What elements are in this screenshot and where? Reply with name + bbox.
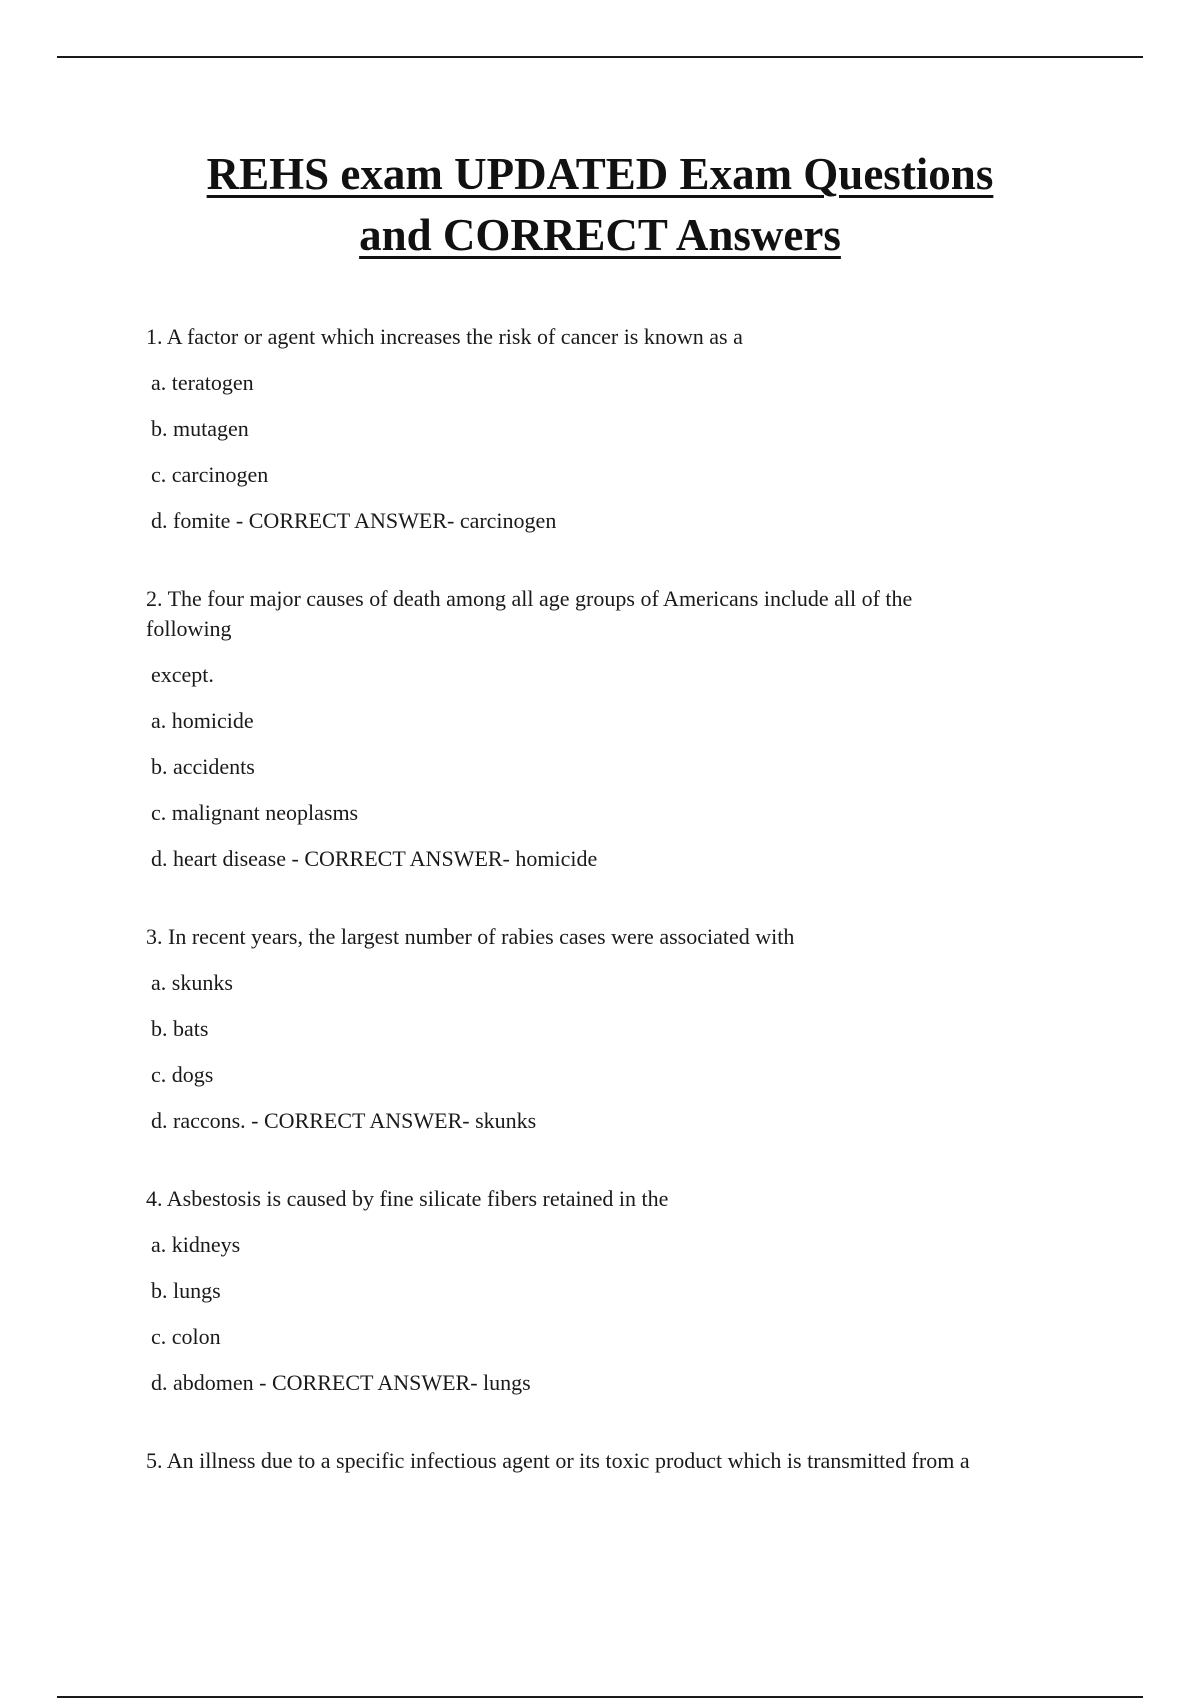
option-c: c. carcinogen	[151, 462, 269, 487]
question-stem: 5. An illness due to a specific infectious agent or its toxic product which is transmitted from a	[146, 1448, 970, 1473]
question-stem: 1. A factor or agent which increases the risk of cancer is known as a	[146, 324, 743, 349]
option-c: c. dogs	[151, 1062, 214, 1087]
option-c: c. malignant neoplasms	[151, 800, 359, 825]
question-stem-continuation: except.	[151, 662, 214, 687]
option-a: a. teratogen	[151, 370, 254, 395]
option-a: a. skunks	[151, 970, 233, 995]
question-stem: 2. The four major causes of death among all age groups of Americans include all of the following	[146, 586, 913, 641]
option-d-with-answer: d. heart disease - CORRECT ANSWER- homicide	[151, 846, 598, 871]
title-line-1: REHS exam UPDATED Exam Questions	[206, 149, 994, 199]
option-a: a. homicide	[151, 708, 254, 733]
question-2	[146, 584, 1076, 874]
question-1	[146, 322, 1076, 536]
question-stem: 4. Asbestosis is caused by fine silicate fibers retained in the	[146, 1186, 669, 1211]
option-b: b. mutagen	[151, 416, 249, 441]
title-line-2: and CORRECT Answers	[359, 210, 841, 260]
option-b: b. bats	[151, 1016, 209, 1041]
question-3	[146, 922, 1076, 1136]
option-b: b. lungs	[151, 1278, 221, 1303]
document-title	[100, 144, 1100, 266]
option-a: a. kidneys	[151, 1232, 241, 1257]
option-d-with-answer: d. abdomen - CORRECT ANSWER- lungs	[151, 1370, 531, 1395]
option-d-with-answer: d. raccons. - CORRECT ANSWER- skunks	[151, 1108, 537, 1133]
question-list	[146, 322, 1076, 1524]
bottom-rule	[57, 1696, 1143, 1698]
question-5	[146, 1446, 1076, 1476]
question-stem: 3. In recent years, the largest number of rabies cases were associated with	[146, 924, 795, 949]
top-rule	[57, 56, 1143, 58]
option-d-with-answer: d. fomite - CORRECT ANSWER- carcinogen	[151, 508, 557, 533]
question-4	[146, 1184, 1076, 1398]
option-c: c. colon	[151, 1324, 221, 1349]
option-b: b. accidents	[151, 754, 255, 779]
